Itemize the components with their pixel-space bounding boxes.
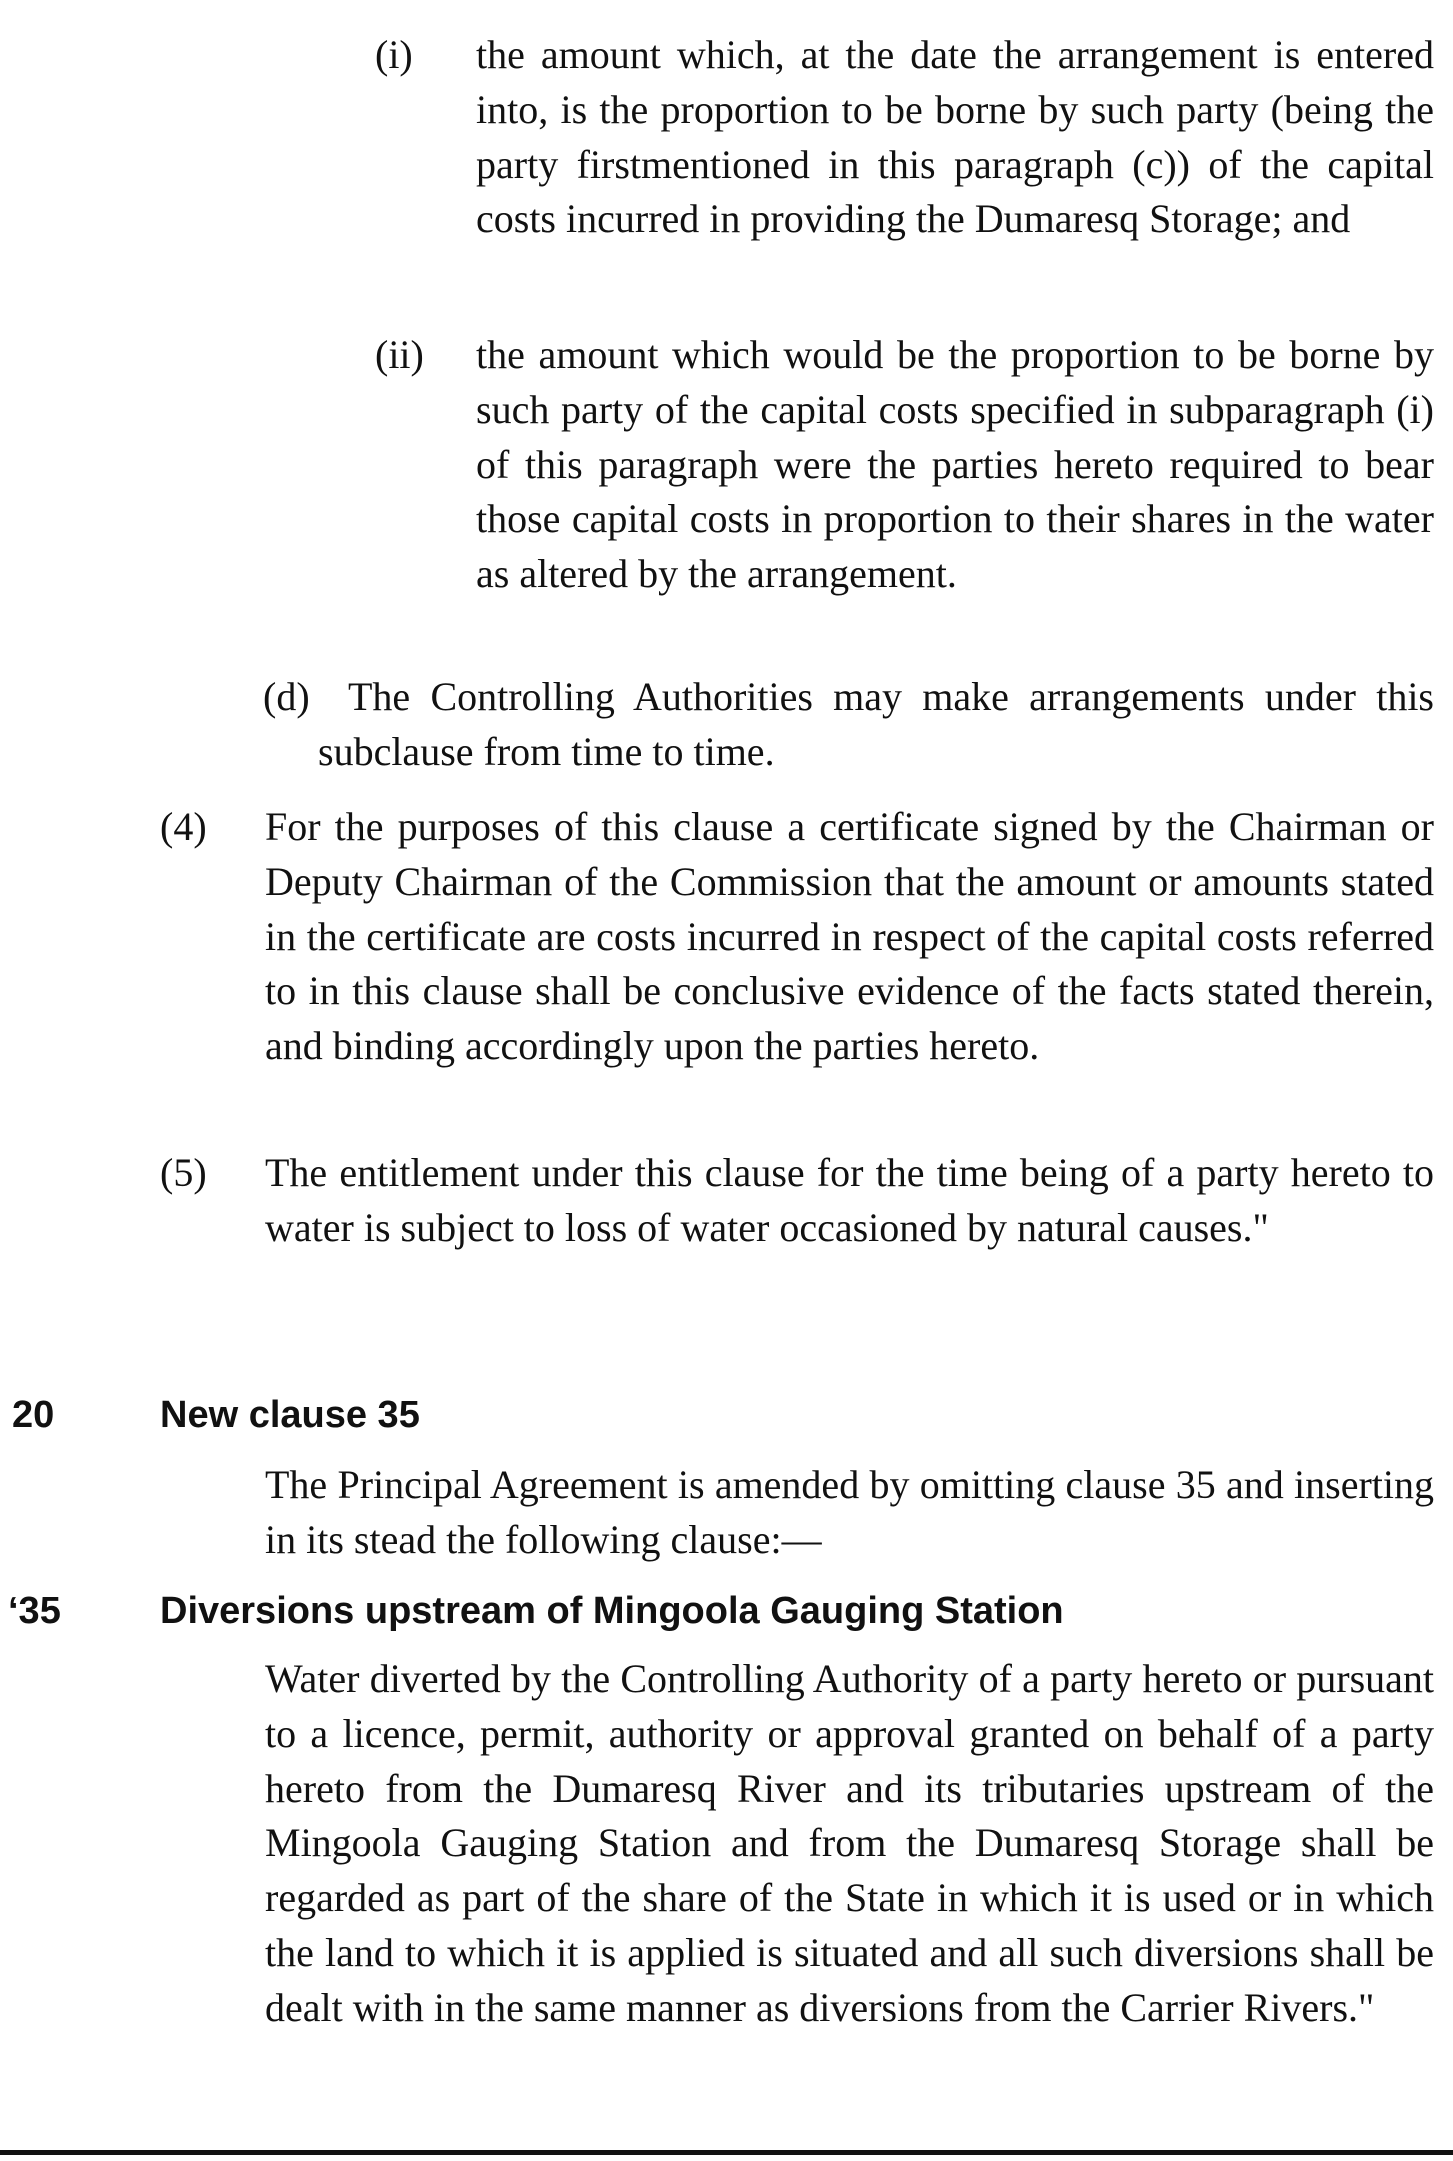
- subparagraph-ii-number: (ii): [375, 332, 424, 377]
- subclause-5-text: The entitlement under this clause for the time being of a party hereto to water is subject to loss of water occasioned by natural causes.": [265, 1150, 1434, 1250]
- section-20-number: 20: [12, 1394, 55, 1436]
- paragraph-d-number: (d): [263, 674, 310, 719]
- bottom-rule: [0, 2150, 1453, 2155]
- subclause-5-number: (5): [160, 1150, 207, 1195]
- subclause-4-number: (4): [160, 804, 207, 849]
- subparagraph-i-text: the amount which, at the date the arrangement is entered into, is the proportion to be borne by such party (being the party firstmentioned in this paragraph (c)) of the capital costs incurred in providing the Dumaresq Storage; and: [476, 32, 1434, 242]
- subparagraph-ii-text: the amount which would be the proportion to be borne by such party of the capital costs specified in subparagraph (i) of this paragraph were the parties hereto required to bear those capital costs in proportion to their shares in the water as altered by the arrangement.: [476, 332, 1434, 597]
- subparagraph-i-number: (i): [375, 32, 413, 77]
- section-20-text: The Principal Agreement is amended by omitting clause 35 and inserting in its stead the following clause:—: [265, 1462, 1434, 1562]
- section-20-heading: New clause 35: [160, 1394, 420, 1436]
- clause-35-number: ‘35: [8, 1590, 61, 1632]
- clause-35-text: Water diverted by the Controlling Authority of a party hereto or pursuant to a licence, permit, authority or approval granted on behalf of a party hereto from the Dumaresq River and its tributaries upstream of the Mingoola Gauging Station and from the Dumaresq Storage shall be regarded as part of the share of the State in which it is used or in which the land to which it is applied is situated and all such diversions shall be dealt with in the same manner as diversions from the Carrier Rivers.": [265, 1656, 1434, 2030]
- clause-35-heading: Diversions upstream of Mingoola Gauging Station: [160, 1590, 1064, 1632]
- subclause-4-text: For the purposes of this clause a certificate signed by the Chairman or Deputy Chairman of the Commission that the amount or amounts stated in the certificate are costs incurred in respect of the capital costs referred to in this clause shall be conclusive evidence of the facts stated therein, and binding accordingly upon the parties hereto.: [265, 804, 1434, 1069]
- paragraph-d-text: The Controlling Authorities may make arrangements under this subclause from time to time.: [318, 674, 1434, 774]
